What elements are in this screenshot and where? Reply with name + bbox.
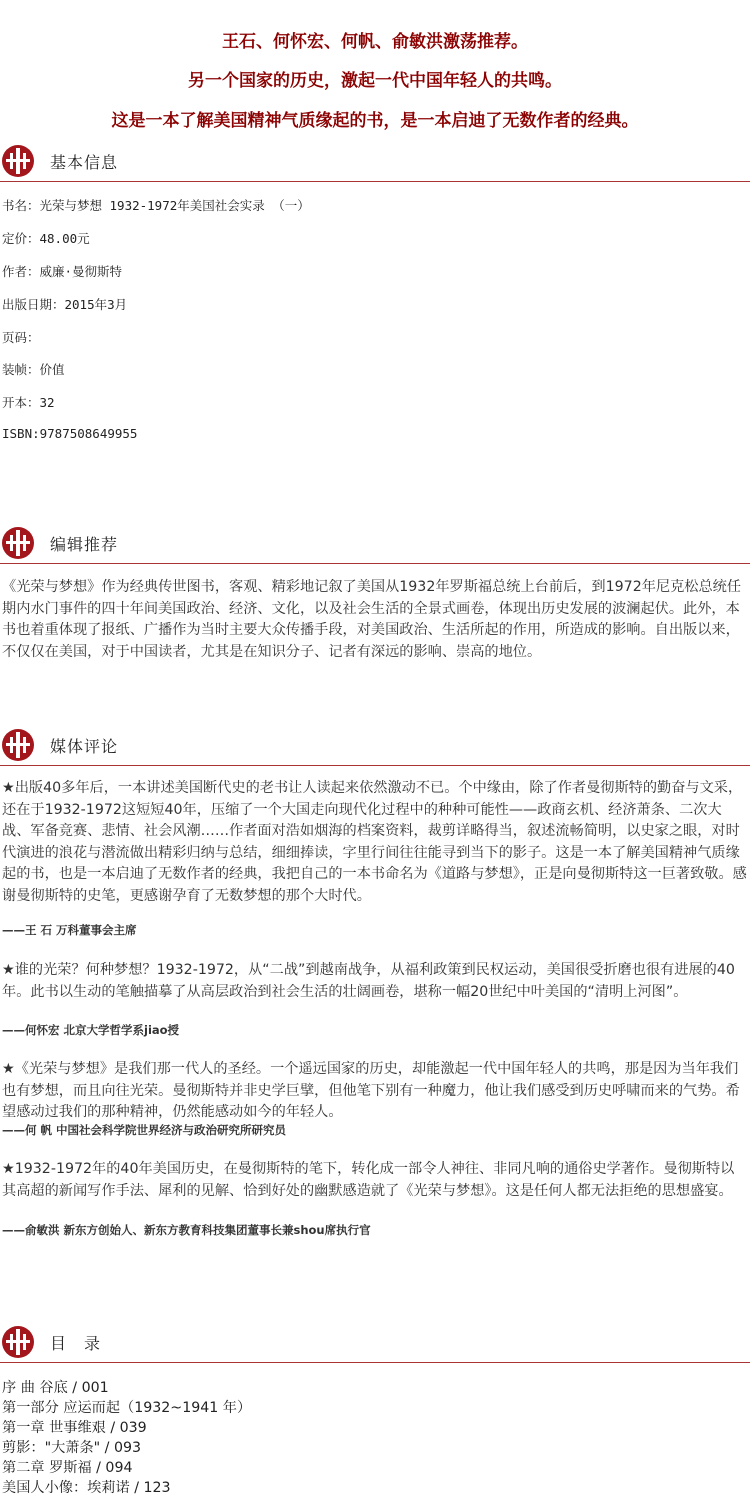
section-header-editor [0, 523, 750, 564]
info-publish-date: 出版日期：2015年3月 [2, 297, 128, 312]
toc-item: 第一部分 应运而起（1932~1941 年） [2, 1400, 252, 1416]
info-binding: 装帧：价值 [2, 362, 65, 377]
headline-3: 这是一本了解美国精神气质缘起的书，是一本启迪了无数作者的经典。 [111, 111, 639, 131]
review-4-text: ★1932-1972年的40年美国历史，在曼彻斯特的笔下，转化成一部令人神往、非同凡响的通俗史学著作。曼彻斯特以其高超的新闻写作手法、犀利的见解、恰到好处的幽默感造就了《光荣与梦想》。这是任何人都无法拒绝的思想盛宴。 [2, 1161, 735, 1199]
info-isbn: ISBN:9787508649955 [2, 426, 138, 441]
toc-item: 第一章 世事维艰 / 039 [2, 1420, 147, 1436]
section-title-basic: 基本信息 [50, 153, 119, 172]
review-2-text: ★谁的光荣？何种梦想？1932-1972，从“二战”到越南战争，从福利政策到民权运动，美国很受折磨也很有进展的40年。此书以生动的笔触描摹了从高层政治到社会生活的壮阔画卷，堪称一幅20世纪中叶美国的“清明上河图”。 [2, 962, 735, 1000]
section-header-toc [0, 1322, 750, 1363]
toc-item: 美国人小像：埃莉诺 / 123 [2, 1480, 171, 1496]
section-header-media [0, 725, 750, 766]
citic-logo-icon [2, 145, 34, 177]
info-price: 定价：48.00元 [2, 231, 90, 246]
toc-item: 第二章 罗斯福 / 094 [2, 1460, 133, 1476]
citic-logo-icon [2, 1326, 34, 1358]
editor-recommendation-text: 《光荣与梦想》作为经典传世图书，客观、精彩地记叙了美国从1932年罗斯福总统上台前后，到1972年尼克松总统任期内水门事件的四十年间美国政治、经济、文化，以及社会生活的全景式画卷，体现出历史发展的波澜起伏。此外，本书也着重体现了报纸、广播作为当时主要大众传播手段，对美国政治、生活所起的作用，所造成的影响。自出版以来，不仅仅在美国，对于中国读者，尤其是在知识分子、记者有深远的影响、崇高的地位。 [2, 579, 742, 660]
review-4-signature: ——俞敏洪 新东方创始人、新东方教育科技集团董事长兼shou席执行官 [2, 1223, 371, 1237]
headline-2: 另一个国家的历史，激起一代中国年轻人的共鸣。 [188, 71, 562, 91]
info-pages: 页码： [2, 330, 40, 345]
citic-logo-icon [2, 527, 34, 559]
review-1-signature: ——王 石 万科董事会主席 [2, 923, 137, 937]
section-title-toc: 目 录 [50, 1334, 102, 1353]
citic-logo-icon [2, 729, 34, 761]
section-title-media: 媒体评论 [50, 737, 119, 756]
section-title-editor: 编辑推荐 [50, 535, 119, 554]
info-author: 作者：威廉·曼彻斯特 [2, 264, 123, 279]
info-format: 开本：32 [2, 395, 55, 410]
info-title: 书名：光荣与梦想 1932-1972年美国社会实录 （一） [2, 198, 310, 213]
review-3-text: ★《光荣与梦想》是我们那一代人的圣经。一个遥远国家的历史，却能激起一代中国年轻人的共鸣，那是因为当年我们也有梦想，而且向往光荣。曼彻斯特并非史学巨擘，但他笔下别有一种魔力，他让我们感受到历史呼啸而来的气势。希望感动过我们的那种精神，仍然能感动如今的年轻人。 [2, 1061, 740, 1120]
toc-item: 序 曲 谷底 / 001 [2, 1380, 109, 1396]
toc-item: 剪影："大萧条" / 093 [2, 1440, 142, 1456]
review-3-signature: ——何 帆 中国社会科学院世界经济与政治研究所研究员 [2, 1123, 287, 1137]
review-2-signature: ——何怀宏 北京大学哲学系jiao授 [2, 1023, 180, 1037]
headline-1: 王石、何怀宏、何帆、俞敏洪激荡推荐。 [222, 32, 528, 52]
review-1-text: ★出版40多年后，一本讲述美国断代史的老书让人读起来依然激动不已。个中缘由，除了作者曼彻斯特的勤奋与文采，还在于1932-1972这短短40年，压缩了一个大国走向现代化过程中的种种可能性——政商玄机、经济萧条、二次大战、军备竞赛、悲情、社会风潮……作者面对浩如烟海的档案资料，裁剪详略得当，叙述流畅简明，以史家之眼，对时代演进的浪花与潜流做出精彩归纳与总结，细细捧读，字里行间往往能寻到当下的影子。这是一本了解美国精神气质缘起的书，也是一本启迪了无数作者的经典，我把自己的一本书命名为《道路与梦想》，正是向曼彻斯特这一巨著致敬。感谢曼彻斯特的史笔，更感谢孕育了无数梦想的那个大时代。 [2, 780, 747, 904]
section-header-basic [0, 141, 750, 182]
